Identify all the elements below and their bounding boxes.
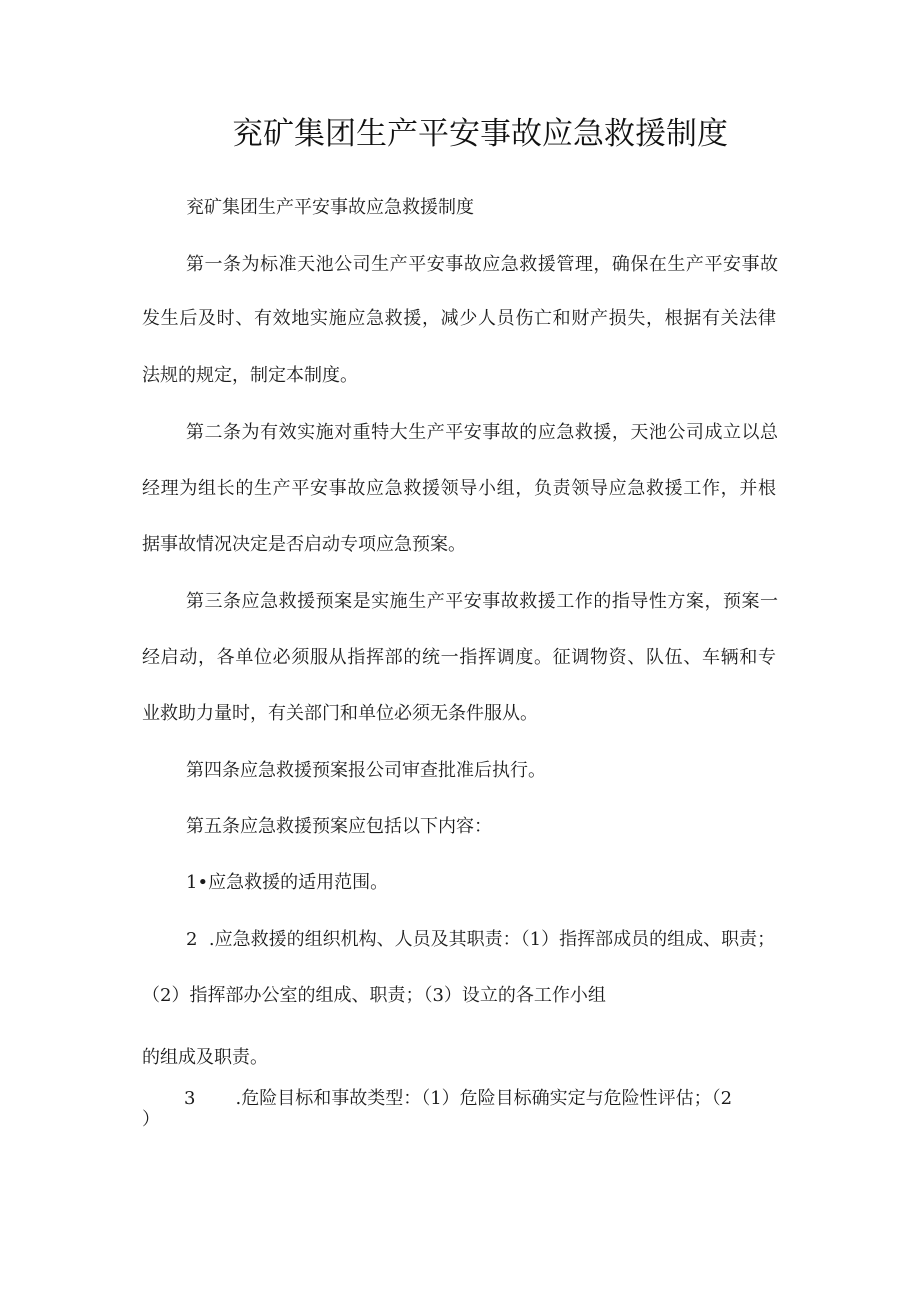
list-item-3-line-2: ） [142, 1109, 160, 1130]
article-3-line-1: 第三条应急救援预案是实施生产平安事故救援工作的指导性方案，预案一 [186, 591, 778, 612]
article-2-line-2: 经理为组长的生产平安事故应急救援领导小组，负责领导应急救援工作，并根 [142, 478, 776, 499]
article-4: 第四条应急救援预案报公司审查批准后执行。 [186, 760, 546, 781]
article-2-line-1: 第二条为有效实施对重特大生产平安事故的应急救援，天池公司成立以总 [186, 422, 778, 443]
article-1-line-3: 法规的规定，制定本制度。 [142, 365, 358, 386]
list-item-2-line-1: 2 .应急救援的组织机构、人员及其职责：（1）指挥部成员的组成、职责； [186, 929, 776, 950]
list-item-2-line-3: 的组成及职责。 [142, 1047, 268, 1068]
article-1-line-1: 第一条为标准天池公司生产平安事故应急救援管理，确保在生产平安事故 [186, 254, 778, 275]
list-item-1: 1•应急救援的适用范围。 [186, 872, 389, 893]
article-3-line-2: 经启动，各单位必须服从指挥部的统一指挥调度。征调物资、队伍、车辆和专 [142, 647, 776, 668]
article-1-line-2: 发生后及时、有效地实施应急救援，减少人员伤亡和财产损失，根据有关法律 [142, 308, 776, 329]
list-item-3-line-1: 3 .危险目标和事故类型：（1）危险目标确实定与危险性评估；（2 [184, 1088, 733, 1109]
article-3-line-3: 业救助力量时，有关部门和单位必须无条件服从。 [142, 703, 538, 724]
article-5: 第五条应急救援预案应包括以下内容： [186, 816, 492, 837]
article-2-line-3: 据事故情况决定是否启动专项应急预案。 [142, 534, 466, 555]
document-subtitle: 兖矿集团生产平安事故应急救援制度 [186, 197, 474, 218]
document-title: 兖矿集团生产平安事故应急救援制度 [232, 116, 728, 152]
list-item-2-line-2: （2）指挥部办公室的组成、职责；（3）设立的各工作小组 [142, 985, 606, 1006]
